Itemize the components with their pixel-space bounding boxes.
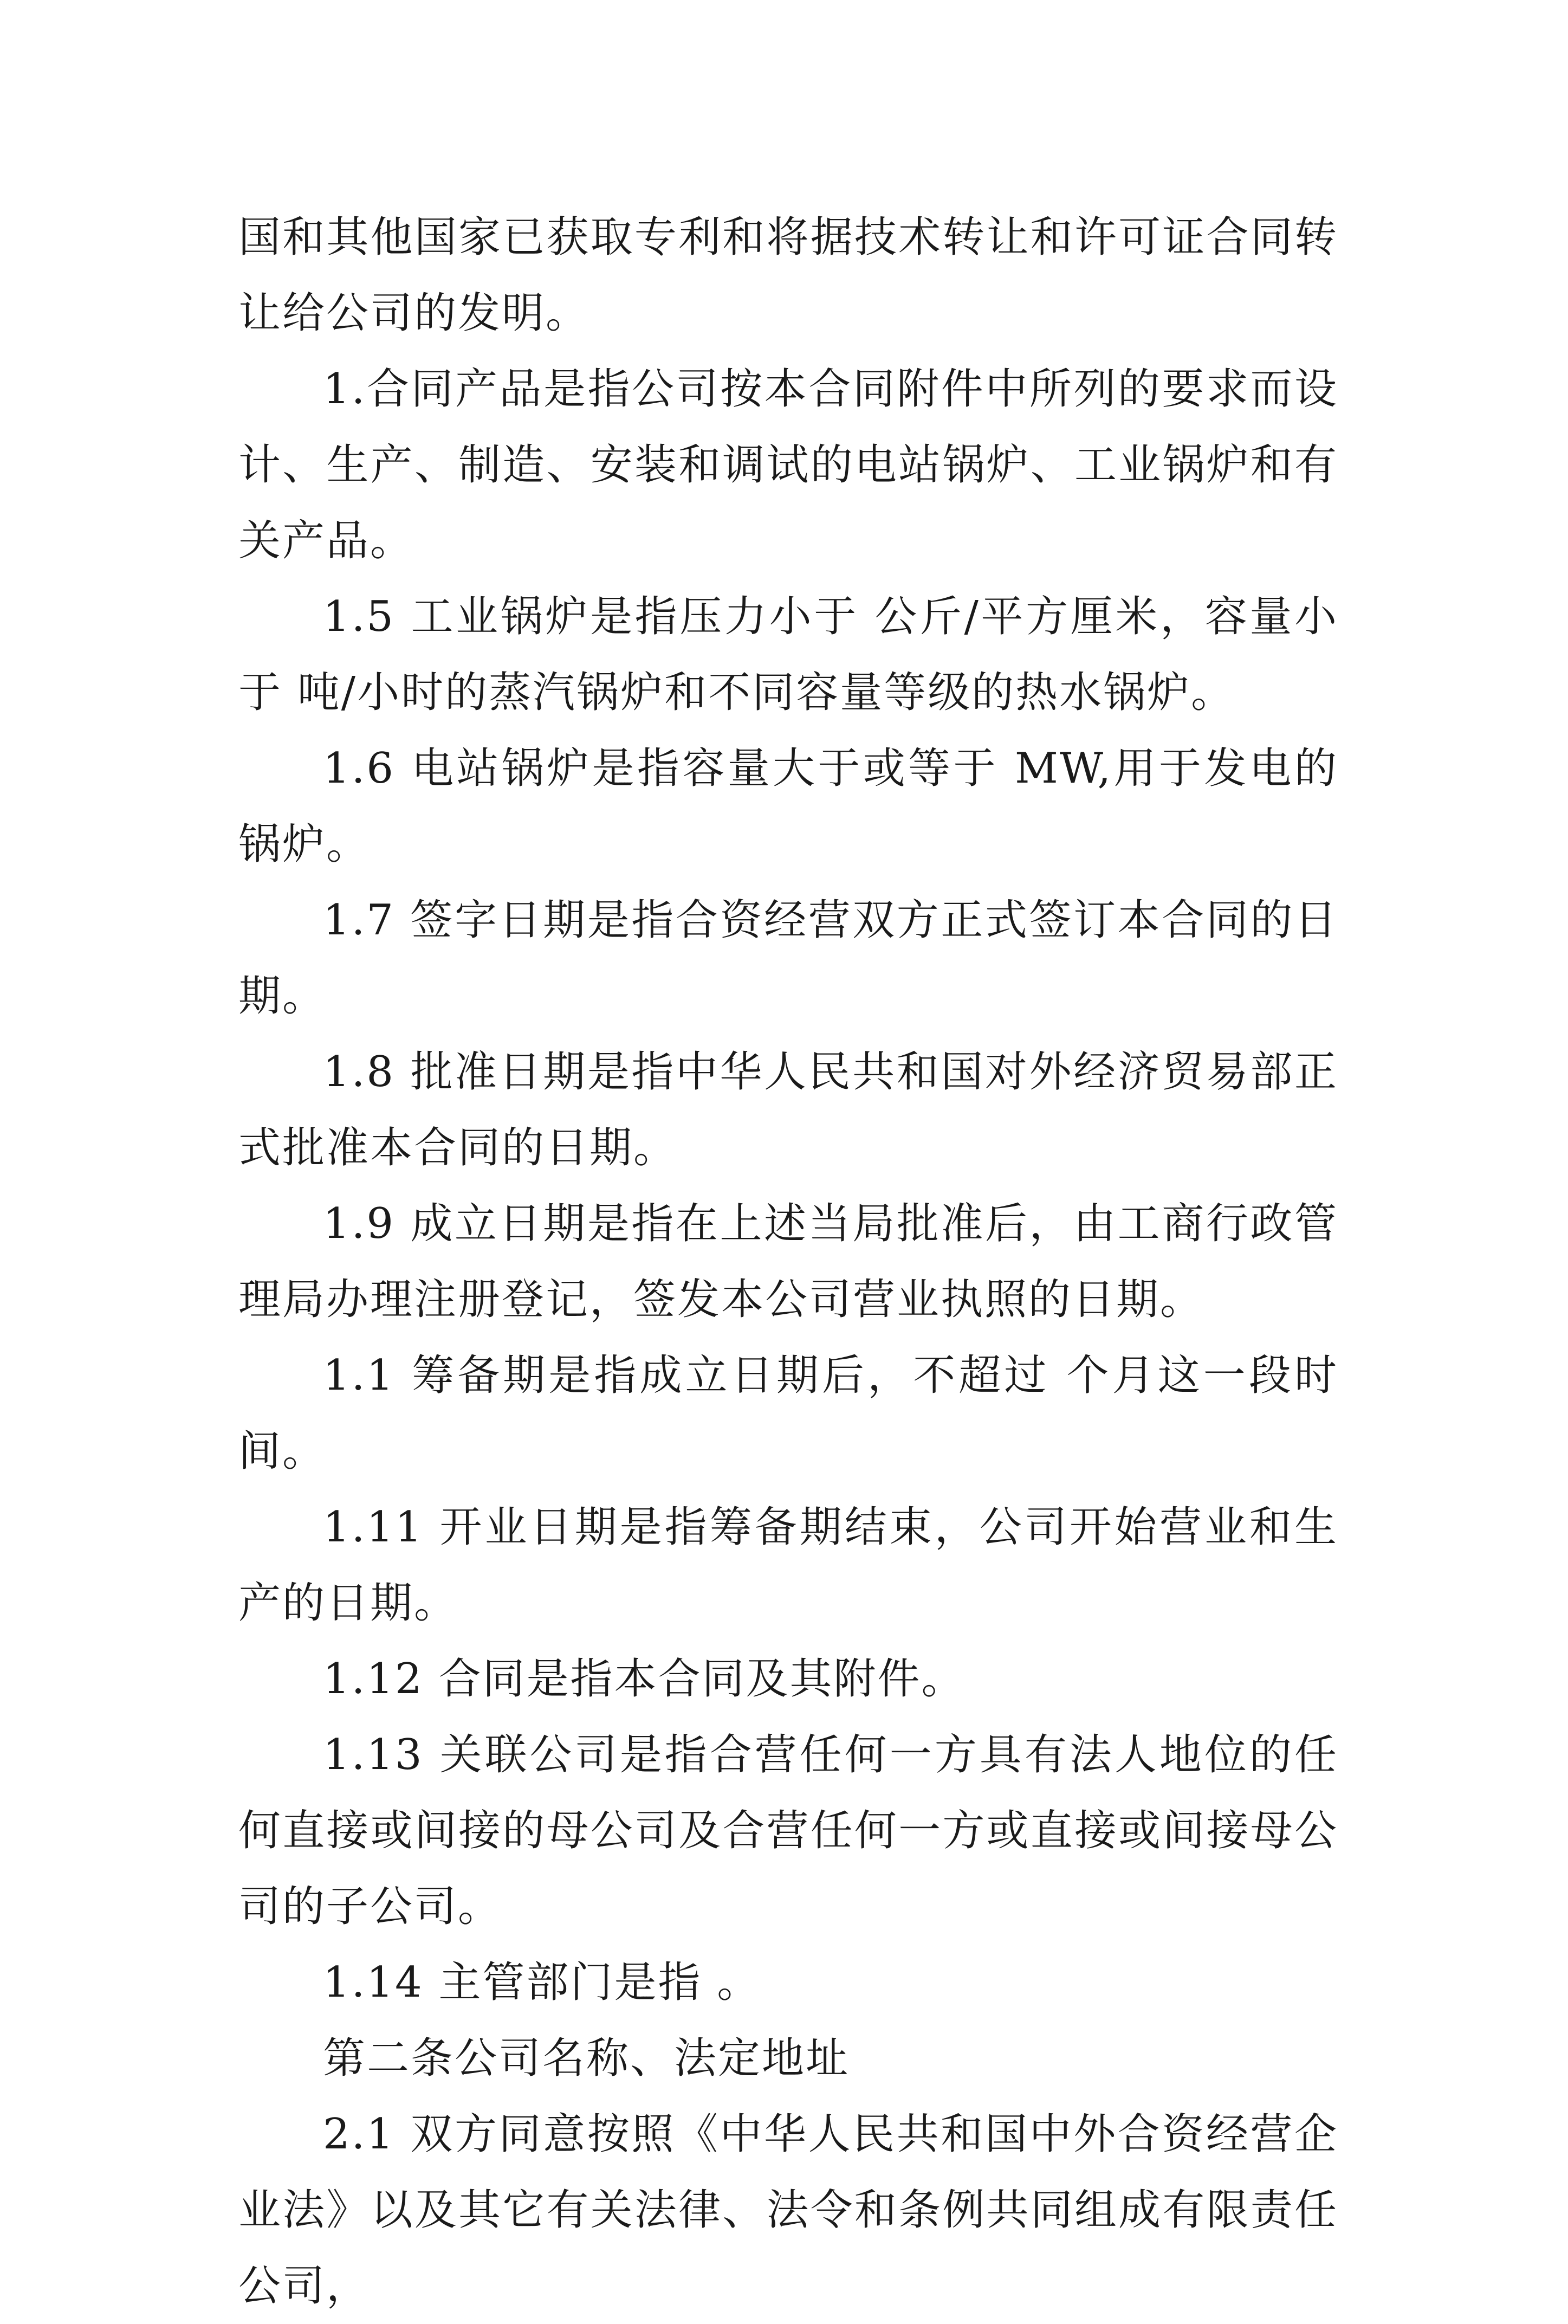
paragraph-affiliated-company: 1.13 关联公司是指合营任何一方具有法人地位的任何直接或间接的母公司及合营任何一方或直接或间接母公司的子公司。	[238, 1731, 1338, 1931]
section-heading-article-two: 第二条公司名称、法定地址	[323, 2034, 850, 2083]
paragraph-opening-date: 1.11 开业日期是指筹备期结束，公司开始营业和生产的日期。	[238, 1503, 1338, 1628]
paragraph-power-station-boiler: 1.6 电站锅炉是指容量大于或等于 MW,用于发电的锅炉。	[238, 744, 1338, 869]
paragraph-contract-products: 1.合同产品是指公司按本合同附件中所列的要求而设计、生产、制造、安装和调试的电站锅炉、工业锅炉和有关产品。	[238, 365, 1338, 565]
paragraph-competent-department: 1.14 主管部门是指 。	[323, 1958, 761, 2007]
paragraph-industrial-boiler: 1.5 工业锅炉是指压力小于 公斤/平方厘米，容量小于 吨/小时的蒸汽锅炉和不同容量等级的热水锅炉。	[238, 592, 1338, 717]
paragraph-establishment-date: 1.9 成立日期是指在上述当局批准后，由工商行政管理局办理注册登记，签发本公司营业执照的日期。	[238, 1199, 1338, 1324]
paragraph-signing-date: 1.7 签字日期是指合资经营双方正式签订本合同的日期。	[238, 896, 1338, 1021]
paragraph-contract-definition: 1.12 合同是指本合同及其附件。	[323, 1655, 966, 1703]
paragraph-agreement-company-formation: 2.1 双方同意按照《中华人民共和国中外合资经营企业法》以及其它有关法律、法令和条例共同组成有限责任公司，	[238, 2110, 1338, 2310]
paragraph-approval-date: 1.8 批准日期是指中华人民共和国对外经济贸易部正式批准本合同的日期。	[238, 1048, 1338, 1172]
document-body	[238, 199, 1338, 2324]
paragraph-continued-definition: 国和其他国家已获取专利和将据技术转让和许可证合同转让给公司的发明。	[238, 213, 1338, 338]
paragraph-preparation-period: 1.1 筹备期是指成立日期后，不超过 个月这一段时间。	[238, 1351, 1338, 1476]
